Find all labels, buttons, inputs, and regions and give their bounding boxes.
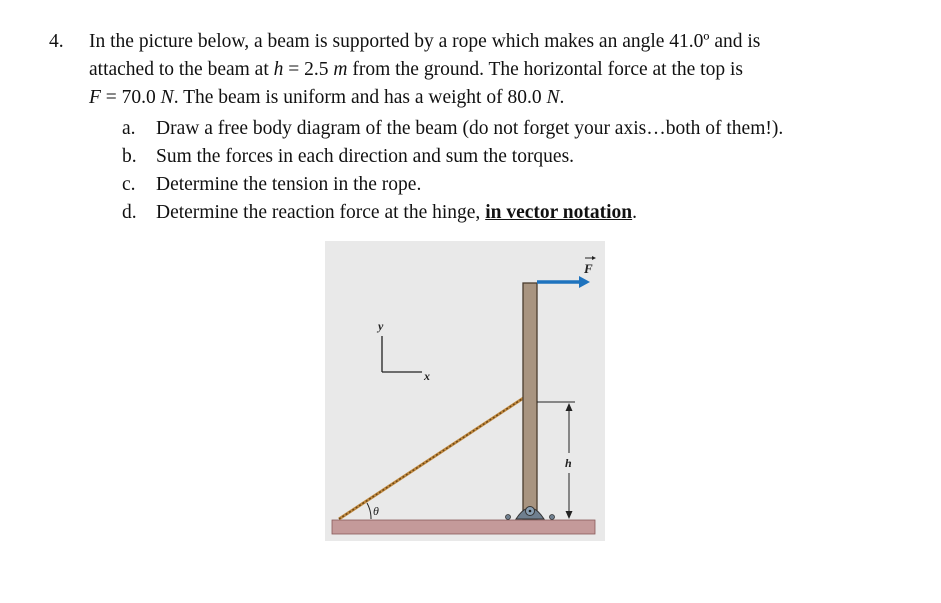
item-text: Determine the tension in the rope. [156,174,422,195]
n-unit: N [546,87,560,108]
line3-end: . [559,87,565,108]
n-unit: N [160,87,174,108]
theta-label: θ [373,504,379,518]
item-d-period: . [632,202,638,223]
item-d-text: Determine the reaction force at the hinge, [156,202,486,223]
m-unit: m [333,59,348,80]
f-value: = 70.0 [100,87,161,108]
f-symbol: F [89,87,101,108]
item-text [156,199,637,227]
item-letter: d. [122,202,137,223]
hinge-bolt-right [550,515,555,520]
hinge-center [529,510,532,513]
line3-text: . The beam is uniform and has a weight of 80.0 [173,87,547,108]
y-axis-label: y [378,319,384,333]
problem-line-1: In the picture below, a beam is supported by a rope which makes an angle 41.0º and is [89,31,761,52]
line2-tail: from the ground. The horizontal force at the top is [347,59,743,80]
ground [332,520,595,534]
h-value: = 2.5 [283,59,334,80]
problem-number: 4. [49,31,64,52]
h-symbol: h [273,59,284,80]
force-label: F [584,261,593,276]
hinge-bolt-left [506,515,511,520]
figure-panel [325,241,605,541]
h-label: h [565,456,572,470]
item-text: Draw a free body diagram of the beam (do not forget your axis…both of them!). [156,118,784,139]
item-letter: c. [122,174,136,195]
line2-text: attached to the beam at [89,59,274,80]
problem-line-2 [89,56,743,84]
beam-figure [325,241,605,541]
vector-notation-emphasis: in vector notation [485,202,633,223]
item-letter: a. [122,118,136,139]
item-letter: b. [122,146,137,167]
x-axis-label: x [424,369,430,383]
item-text: Sum the forces in each direction and sum the torques. [156,146,575,167]
beam [523,283,537,519]
beam-diagram [325,241,605,541]
problem-line-3 [89,84,564,112]
